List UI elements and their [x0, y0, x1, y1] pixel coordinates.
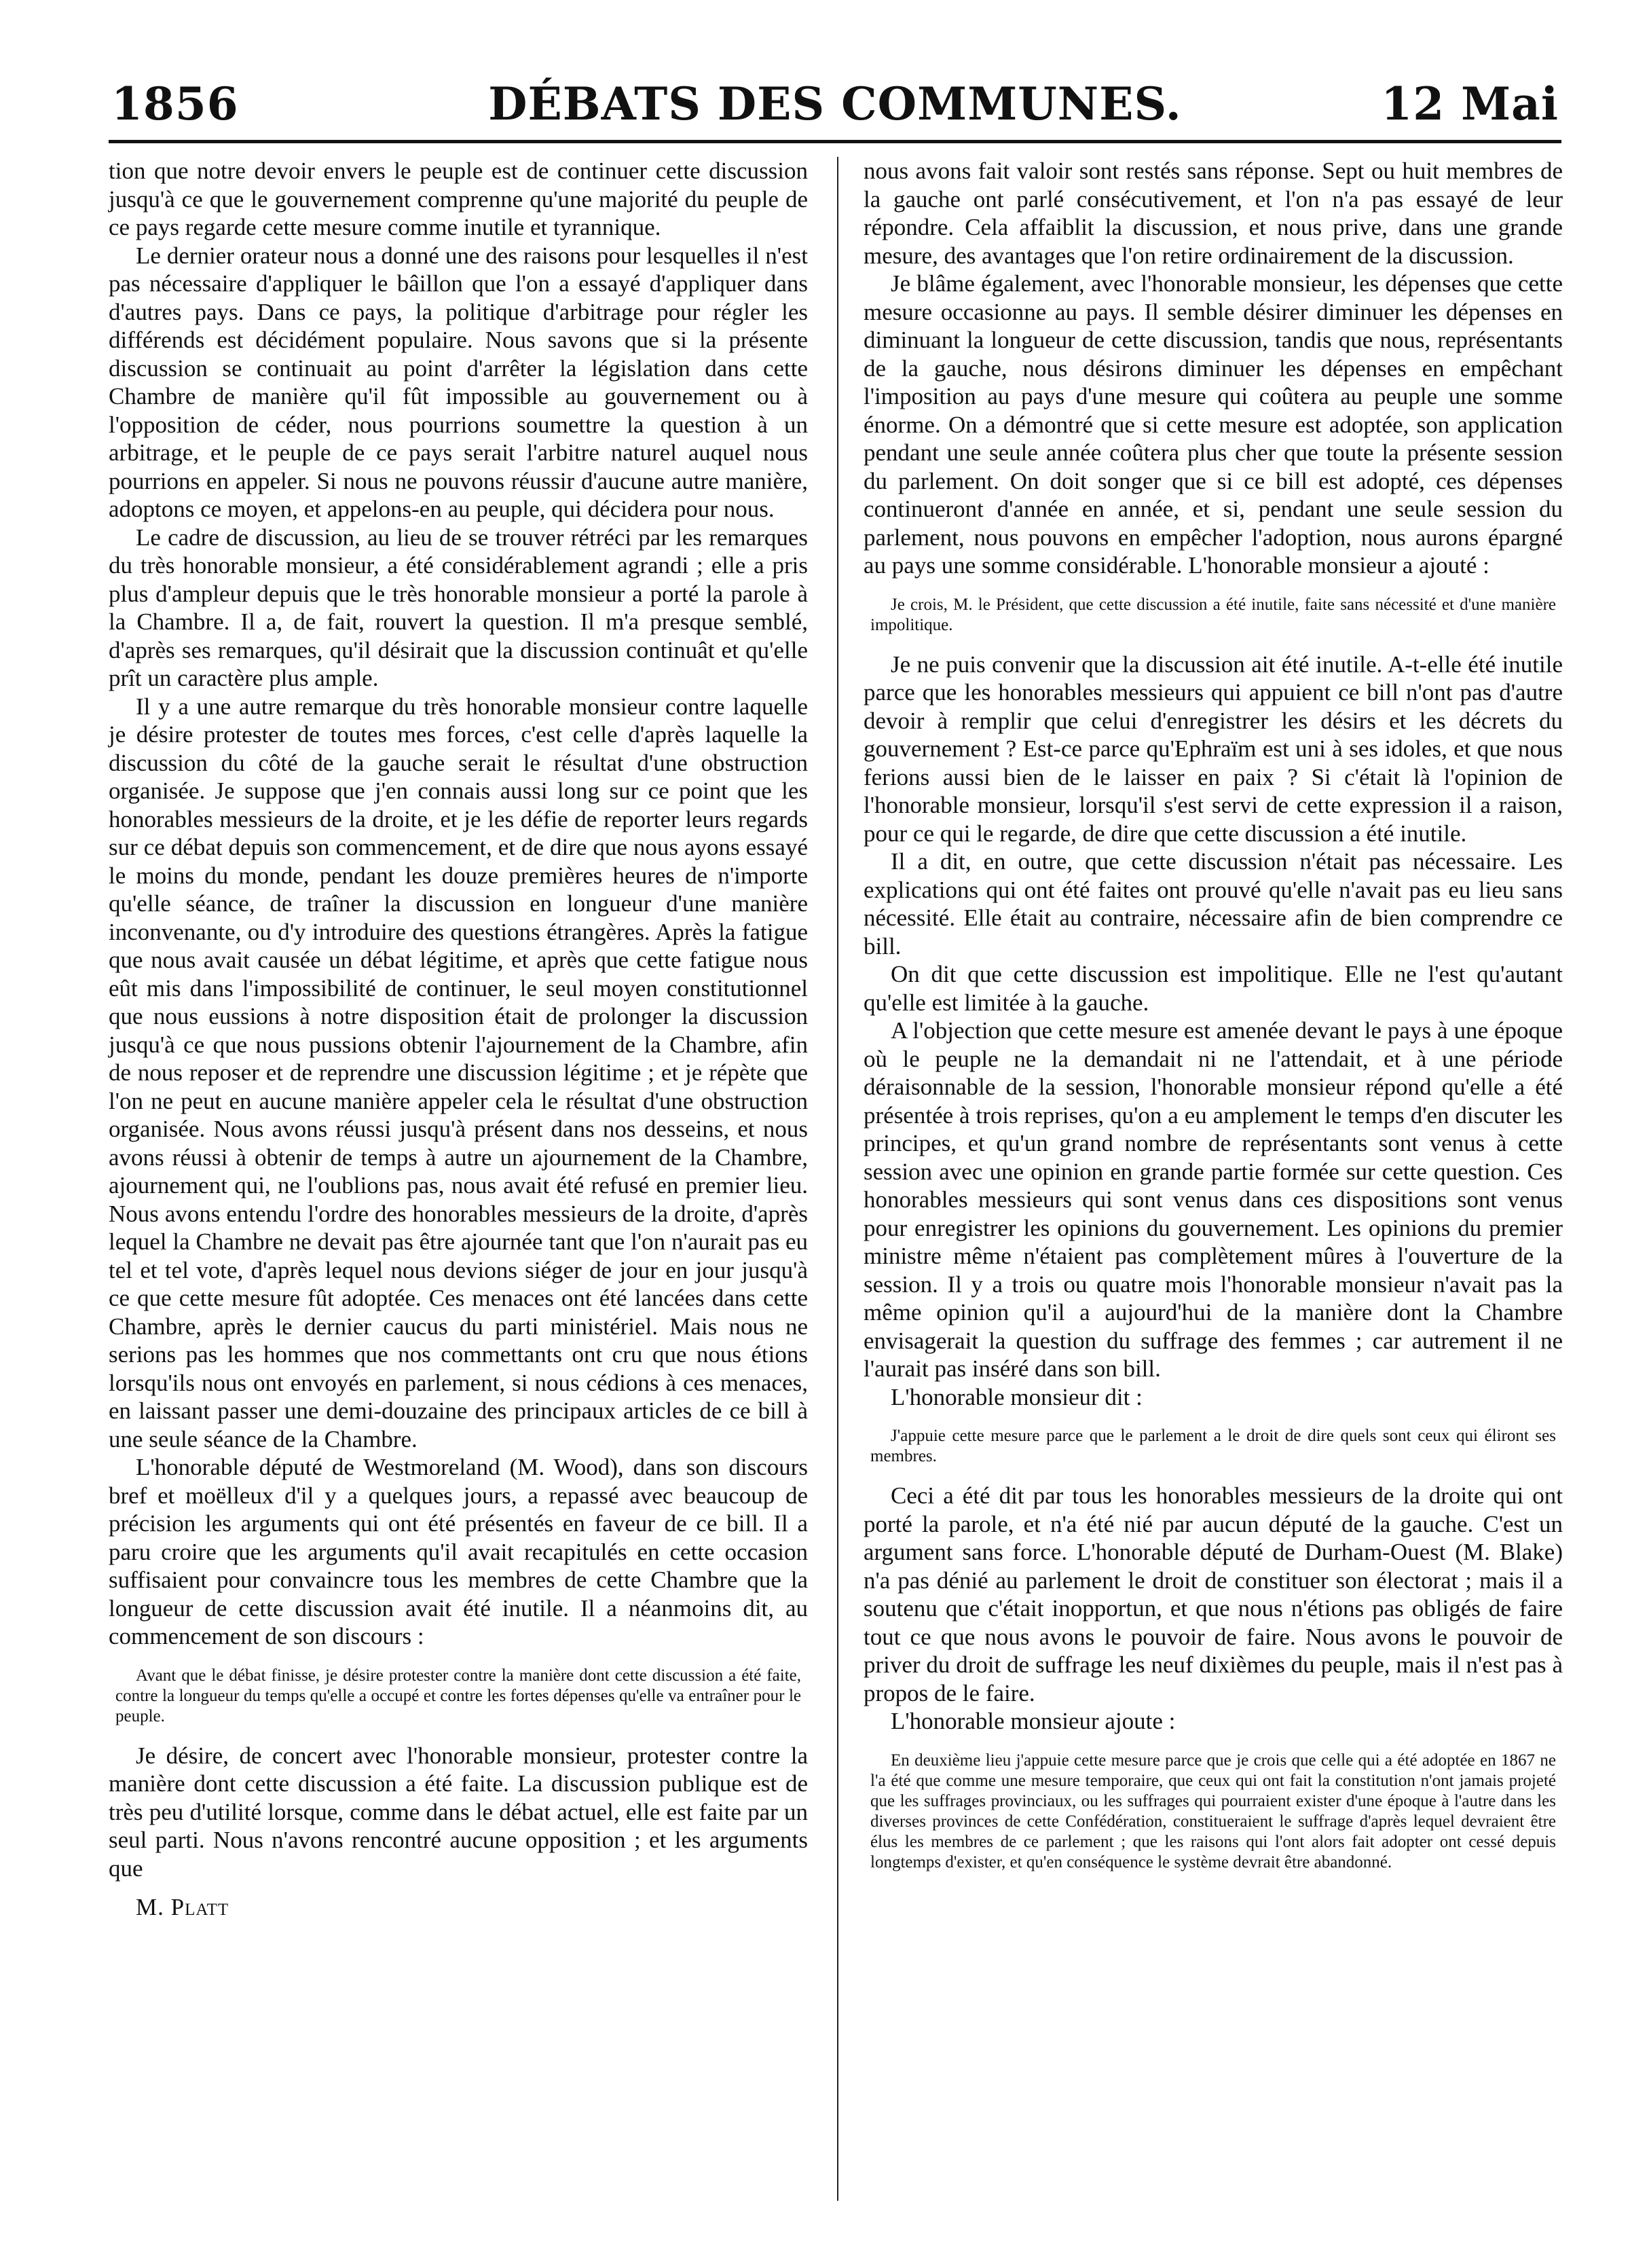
paragraph: nous avons fait valoir sont restés sans réponse. Sept ou huit membres de la gauche ont parlé consécutivement, et l'on n'a pas essayé de leur répondre. Cela affaiblit la discussion, et nous prive, dans une grande mesure, des avantages que l'on retire ordinairement de la discussion. — [864, 158, 1563, 269]
page-header — [109, 65, 1561, 143]
left-column — [109, 157, 808, 1922]
speaker-signature: M. Platt — [136, 1894, 229, 1920]
paragraph: A l'objection que cette mesure est amenée devant le pays à une époque où le peuple ne la demandait ni ne l'attendait, et à une période déraisonnable de la session, l'honorable monsieur répond qu'elle a été présentée à trois reprises, qu'on a eu amplement le temps d'en discuter les principes, et qu'un grand nombre de représentants sont venus à cette session avec une opinion en grande partie formée sur cette question. Ces honorables messieurs qui sont venus dans ces dispositions sont venus pour enregistrer les opinions du gouvernement. Les opinions du premier ministre même n'étaient pas complètement mûres à l'ouverture de la session. Il y a trois ou quatre mois l'honorable monsieur n'avait pas la même opinion qu'il a aujourd'hui de la manière dont la Chambre envisagerait la question du suffrage des femmes ; car autrement il ne l'aurait pas inséré dans son bill. — [864, 1017, 1563, 1382]
paragraph: Il a dit, en outre, que cette discussion n'était pas nécessaire. Les explications qui ont été faites ont prouvé qu'elle n'avait pas eu lieu sans nécessité. Elle était au contraire, nécessaire afin de bien comprendre ce bill. — [864, 848, 1563, 959]
paragraph: Je blâme également, avec l'honorable monsieur, les dépenses que cette mesure occasionne au pays. Il semble désirer diminuer les dépenses en diminuant la longueur de cette discussion, tandis que nous, représentants de la gauche, nous désirons diminuer les dépenses en empêchant l'imposition au pays d'une mesure qui coûtera au peuple une somme énorme. On a démontré que si cette mesure est adoptée, son application pendant une seule année coûtera plus cher que toute la présente session du parlement. On doit songer que si ce bill est adopté, ces dépenses continueront d'année en année, et si, pendant une seule session du parlement, nous pouvons en empêcher l'adoption, nous aurons épargné au pays une somme considérable. L'honorable monsieur a ajouté : — [864, 270, 1563, 579]
paragraph: L'honorable monsieur dit : — [891, 1383, 1143, 1410]
quotation: J'appuie cette mesure parce que le parlement a le droit de dire quels sont ceux qui éliront ses membres. — [870, 1427, 1556, 1465]
paragraph: On dit que cette discussion est impolitique. Elle ne l'est qu'autant qu'elle est limitée à la gauche. — [864, 961, 1563, 1016]
paragraph: Il y a une autre remarque du très honorable monsieur contre laquelle je désire protester de toutes mes forces, c'est celle d'après laquelle la discussion du côté de la gauche serait le résultat d'une obstruction organisée. Je suppose que j'en connais aussi long sur ce point que les honorables messieurs de la droite, et je les défie de reporter leurs regards sur ce débat depuis son commencement, et de dire que nous ayons essayé le moins du monde, pendant les douze premières heures de n'importe qu'elle séance, de traîner la discussion en longueur d'une manière inconvenante, ou d'y introduire des questions étrangères. Après la fatigue que nous avait causée un débat légitime, et après que cette fatigue nous eût mis dans l'impossibilité de continuer, le seul moyen constitutionnel que nous eussions à notre disposition était de prolonger la discussion jusqu'à ce que nous pussions obtenir l'ajournement de la Chambre, afin de nous reposer et de reprendre une discussion légitime ; et je répète que l'on ne peut en aucune manière appeler cela le résultat d'une obstruction organisée. Nous avons réussi jusqu'à présent dans nos desseins, et nous avons réussi à obtenir de temps à autre un ajournement de la Chambre, ajournement qui, ne l'oublions pas, nous avait été refusé en premier lieu. Nous avons entendu l'ordre des honorables messieurs de la droite, d'après lequel la Chambre ne devait pas être ajournée tant que l'on n'aurait pas eu tel et tel vote, d'après lequel nous devions siéger de jour en jour jusqu'à ce que cette mesure fût adoptée. Ces menaces ont été lancées dans cette Chambre, après le dernier caucus du parti ministériel. Mais nous ne serions pas les hommes que nos commettants ont cru que nous étions lorsqu'ils nous ont envoyés en parlement, si nous cédions à ces menaces, en laissant passer une demi-douzaine des principaux articles de ce bill à une seule séance de la Chambre. — [109, 693, 808, 1452]
text-columns — [109, 157, 1561, 2194]
paragraph: Je désire, de concert avec l'honorable monsieur, protester contre la manière dont cette discussion a été faite. La discussion publique est de très peu d'utilité lorsque, comme dans le débat actuel, elle est faite par un seul parti. Nous n'avons rencontré aucune opposition ; et les arguments que — [109, 1742, 808, 1882]
header-title: DÉBATS DES COMMUNES. — [488, 77, 1182, 130]
paragraph: tion que notre devoir envers le peuple est de continuer cette discussion jusqu'à ce que le gouvernement comprenne qu'une majorité du peuple de ce pays regarde cette mesure comme inutile et tyrannique. — [109, 158, 808, 240]
paragraph: Je ne puis convenir que la discussion ait été inutile. A-t-elle été inutile parce que les honorables messieurs qui appuient ce bill n'ont pas d'autre devoir à remplir que celui d'enregistrer les désirs et les décrets du gouvernement ? Est-ce parce qu'Ephraïm est uni à ses idoles, et que nous ferions aussi bien de le laisser en paix ? Si c'était là l'opinion de l'honorable monsieur, lorsqu'il s'est servi de cette expression il a raison, pour ce qui le regarde, de dire que cette discussion a été inutile. — [864, 651, 1563, 847]
header-year: 1856 — [111, 77, 239, 130]
paragraph: L'honorable monsieur ajoute : — [891, 1708, 1176, 1734]
header-date: 12 Mai — [1381, 77, 1559, 130]
paragraph: Ceci a été dit par tous les honorables messieurs de la droite qui ont porté la parole, et n'a été nié par aucun député de la gauche. C'est un argument sans force. L'honorable député de Durham-Ouest (M. Blake) n'a pas dénié au parlement le droit de constituer son électorat ; mais il a soutenu que c'était inopportun, et que nous n'étions pas obligés de faire tout ce que nous avons le pouvoir de faire. Nous avons le pouvoir de priver du droit de suffrage les neuf dixièmes du peuple, mais il n'est pas à propos de le faire. — [864, 1482, 1563, 1706]
page — [109, 65, 1561, 2211]
paragraph: Le dernier orateur nous a donné une des raisons pour lesquelles il n'est pas nécessaire d'appliquer le bâillon que l'on a essayé d'appliquer dans d'autres pays. Dans ce pays, la politique d'arbitrage pour régler les différends est décidément populaire. Nous savons que si la présente discussion se continuait au point d'arrêter la législation dans cette Chambre de manière qu'il fût impossible au gouvernement ou à l'opposition de céder, nous pourrions soumettre la question à un arbitrage, et le peuple de ce pays serait l'arbitre naturel auquel nous pourrions en appeler. Si nous ne pouvons réussir d'aucune autre manière, adoptons ce moyen, et appelons-en au peuple, qui décidera pour nous. — [109, 242, 808, 522]
paragraph: Le cadre de discussion, au lieu de se trouver rétréci par les remarques du très honorable monsieur, a été considérablement agrandi ; elle a pris plus d'ampleur depuis que le très honorable monsieur a porté la parole à la Chambre. Il a, de fait, rouvert la question. Il m'a presque semblé, d'après ses remarques, qu'il désirait que la discussion continuât et qu'elle prît un caractère plus ample. — [109, 524, 808, 691]
paragraph: L'honorable député de Westmoreland (M. Wood), dans son discours bref et moëlleux d'il y a quelques jours, a repassé avec beaucoup de précision les arguments qui ont été présentés en faveur de ce bill. Il a paru croire que les arguments qu'il avait recapitulés en cette occasion suffisaient pour convaincre tous les membres de cette Chambre que la longueur de cette discussion avait été inutile. Il a néanmoins dit, au commencement de son discours : — [109, 1454, 808, 1649]
quotation: Je crois, M. le Président, que cette discussion a été inutile, faite sans nécessité et d'une manière impolitique. — [870, 595, 1556, 634]
quotation: En deuxième lieu j'appuie cette mesure parce que je crois que celle qui a été adoptée en 1867 ne l'a été que comme une mesure temporaire, que ceux qui ont fait la constitution n'ont jamais projeté que les suffrages provinciaux, ou les suffrages qui pourraient exister d'une époque à l'autre dans les diverses provinces de cette Confédération, constitueraient le suffrage d'après lequel devraient être élus les membres de ce parlement ; que les raisons qui l'ont alors fait adopter ont cessé depuis longtemps d'exister, et qu'en conséquence le système devrait être abandonné. — [870, 1751, 1556, 1871]
right-column — [864, 157, 1563, 1888]
quotation: Avant que le débat finisse, je désire protester contre la manière dont cette discussion a été faite, contre la longueur du temps qu'elle a occupé et contre les fortes dépenses qu'elle va entraîner pour le peuple. — [115, 1666, 801, 1725]
